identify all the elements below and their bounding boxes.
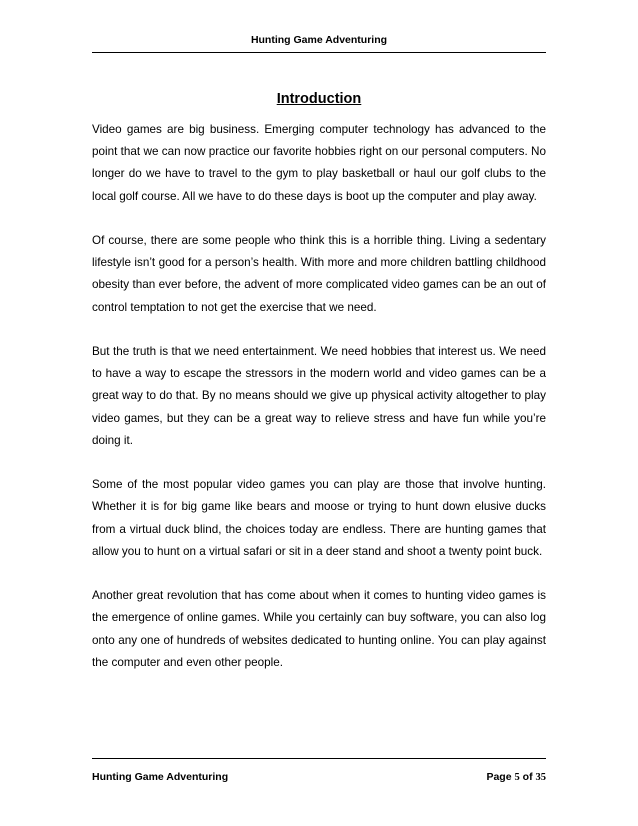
paragraph: Another great revolution that has come about when it comes to hunting video games is the emergence of online games. While you certainly can buy software, you can also log onto any one of hundreds of websites dedicated to hunting online. You can play against the computer and even other people. [92, 589, 546, 669]
running-header: Hunting Game Adventuring [250, 34, 388, 46]
paragraph: Of course, there are some people who think this is a horrible thing. Living a sedentary lifestyle isn’t good for a person’s health. With more and more children battling childhood obesity than ever before, the advent of more complicated video games can be an out of control temptation to not get the exercise that we need. [92, 234, 546, 314]
of-label: of [522, 771, 533, 783]
header-rule [92, 52, 546, 53]
footer-rule [92, 758, 546, 759]
paragraph: Video games are big business. Emerging computer technology has advanced to the point that we can now practice our favorite hobbies right on our personal computers. No longer do we have to travel to the gym to play basketball or haul our golf clubs to the local golf course. All we have to do these days is boot up the computer and play away. [92, 123, 546, 203]
page-label: Page [486, 771, 512, 783]
total-pages: 35 [535, 772, 546, 783]
paragraph: Some of the most popular video games you can play are those that involve hunting. Whether it is for big game like bears and moose or trying to hunt down elusive ducks from a virtual duck blind, the choices today are endless. There are hunting games that allow you to hunt on a virtual safari or sit in a deer stand and shoot a twenty point buck. [92, 478, 546, 558]
page-number: 5 [514, 772, 520, 783]
section-title: Introduction [276, 91, 362, 107]
body-text [92, 119, 546, 696]
page-indicator [486, 771, 546, 783]
paragraph: But the truth is that we need entertainment. We need hobbies that interest us. We need to have a way to escape the stressors in the modern world and video games can be a great way to do that. By no means should we give up physical activity altogether to play video games, but they can be a great way to relieve stress and have fun while you’re doing it. [92, 345, 546, 447]
footer-title: Hunting Game Adventuring [92, 771, 229, 783]
